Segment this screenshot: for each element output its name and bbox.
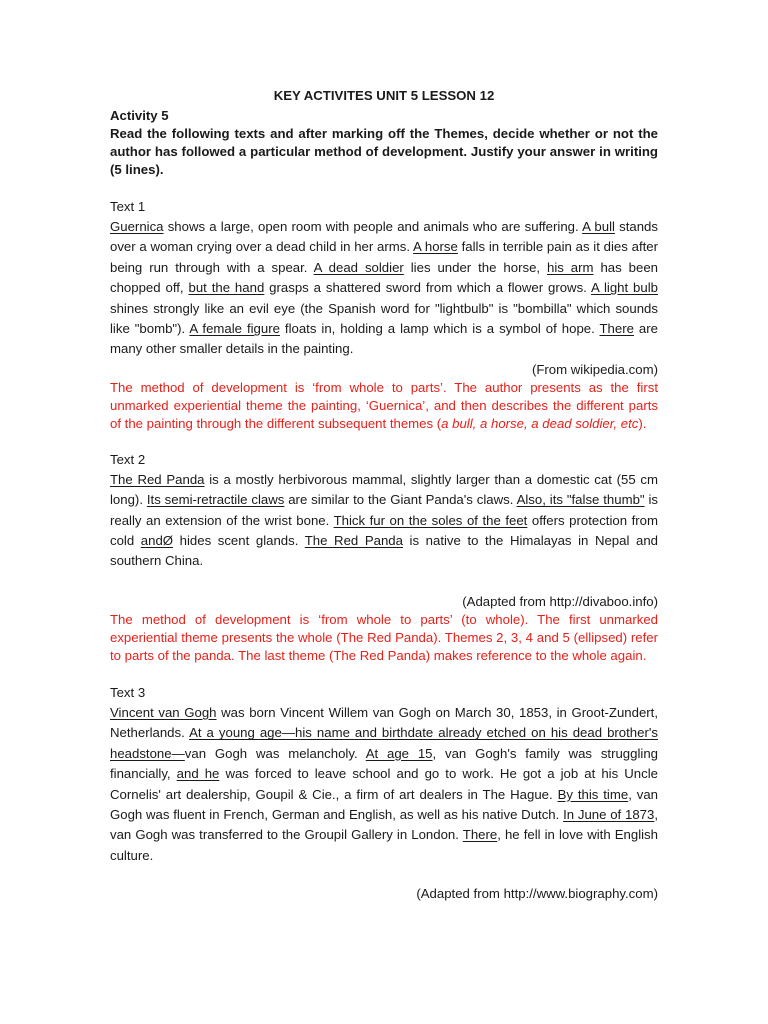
theme-underline: A horse bbox=[413, 239, 458, 255]
theme-underline: Guernica bbox=[110, 219, 164, 234]
text1-section bbox=[110, 197, 658, 433]
theme-underline: A female figure bbox=[189, 321, 280, 337]
theme-underline: At a young age—his name and birthdate already etched on his dead brother's headstone— bbox=[110, 725, 658, 761]
theme-underline: At age 15 bbox=[365, 745, 433, 761]
theme-underline: Thick fur on the soles of the feet bbox=[333, 512, 528, 528]
theme-underline: but the hand bbox=[188, 280, 265, 296]
text-run: stands over a woman crying over a dead child in her arms. bbox=[110, 219, 658, 255]
text2-body bbox=[110, 470, 658, 572]
theme-underline: There bbox=[599, 321, 634, 337]
text-run: was born Vincent Willem van Gogh on March 30, 1853, in Groot-Zundert, Netherlands. bbox=[110, 704, 658, 741]
text-run: The method of development is ‘from whole to parts’. The author presents as the first unmarked experiential theme the painting, ‘Guernica’, and then describes the different parts of the painting through the different subsequent themes ( bbox=[110, 379, 658, 431]
text1-label: Text 1 bbox=[110, 199, 146, 214]
text2-section bbox=[110, 450, 658, 665]
text-run: hides scent glands. bbox=[173, 533, 305, 549]
text-run: , he fell in love with English culture. bbox=[110, 827, 658, 863]
text1-source: (From wikipedia.com) bbox=[531, 361, 658, 377]
text-run: shows a large, open room with people and animals who are suffering. bbox=[163, 219, 583, 234]
text-run: , van Gogh's family was struggling financially, bbox=[110, 745, 658, 782]
theme-underline: A bull bbox=[582, 219, 615, 234]
instructions: Read the following texts and after marking off the Themes, decide whether or not the author has followed a particular method of development. Justify your answer in writing (5 lines). bbox=[110, 126, 658, 177]
theme-underline: The Red Panda bbox=[110, 471, 205, 487]
text3-label: Text 3 bbox=[110, 684, 146, 700]
text-run: are similar to the Giant Panda's claws. bbox=[284, 492, 517, 508]
text-run: falls in terrible pain as it dies after being run through with a spear. bbox=[110, 239, 659, 275]
theme-underline: Vincent van Gogh bbox=[110, 704, 217, 720]
theme-underline: Also, its "false thumb" bbox=[516, 492, 645, 508]
text-run: lies under the horse, bbox=[403, 259, 547, 275]
text-run: ). bbox=[638, 415, 647, 431]
text3-body bbox=[110, 703, 658, 866]
text-run: , van Gogh was transferred to the Groupil Gallery in London. bbox=[110, 806, 659, 843]
text-run: are many other smaller details in the painting. bbox=[110, 321, 658, 357]
text2-label: Text 2 bbox=[110, 451, 146, 467]
text-run: is native to the Himalayas in Nepal and southern China. bbox=[110, 533, 658, 569]
theme-underline: and he bbox=[176, 766, 220, 782]
text-run: floats in, holding a lamp which is a symbol of hope. bbox=[279, 321, 600, 337]
text2-source: (Adapted from http://divaboo.info) bbox=[462, 593, 658, 609]
theme-underline: There bbox=[462, 827, 498, 843]
theme-underline: Its semi-retractile claws bbox=[146, 492, 285, 508]
text3-section bbox=[110, 683, 658, 903]
text-run: was forced to leave school and go to work. He got a job at his Uncle Cornelis' art dealership, Goupil & Cie., a firm of art dealers in The Hague. bbox=[110, 766, 658, 802]
text-run: is a mostly herbivorous mammal, slightly larger than a domestic cat (55 cm long). bbox=[110, 471, 658, 508]
theme-underline: his arm bbox=[547, 259, 594, 275]
italic-text: a bull, a horse, a dead soldier, etc bbox=[441, 415, 639, 431]
theme-underline: andØ bbox=[140, 533, 174, 549]
theme-underline: The Red Panda bbox=[304, 533, 403, 549]
text-run: offers protection from cold bbox=[110, 512, 658, 549]
text1-body bbox=[110, 217, 658, 360]
theme-underline: By this time bbox=[557, 786, 629, 802]
text2-answer bbox=[110, 611, 658, 665]
text-run: grasps a shattered sword from which a flower grows. bbox=[264, 280, 592, 296]
text-run: The method of development is ‘from whole to parts’ (to whole). The first unmarked experiential theme presents the whole (The Red Panda). Themes 2, 3, 4 and 5 (ellipsed) refer to parts of the panda. The last theme (The Red Panda) makes reference to the whole again. bbox=[110, 611, 658, 663]
theme-underline: In June of 1873 bbox=[563, 806, 655, 822]
theme-underline: A light bulb bbox=[591, 280, 658, 296]
theme-underline: A dead soldier bbox=[313, 259, 404, 275]
activity-heading: Activity 5 bbox=[110, 108, 169, 123]
text-run: is really an extension of the wrist bone. bbox=[110, 492, 658, 528]
page-title: KEY ACTIVITES UNIT 5 LESSON 12 bbox=[273, 88, 495, 103]
text-run: , van Gogh was fluent in French, German and English, as well as his native Dutch. bbox=[110, 786, 659, 822]
text-run: van Gogh was melancholy. bbox=[184, 745, 366, 761]
text-run: shines strongly like an evil eye (the Spanish word for "lightbulb" is "bombilla" which sounds like "bomb"). bbox=[110, 300, 658, 337]
text3-source: (Adapted from http://www.biography.com) bbox=[416, 886, 658, 902]
text1-answer bbox=[110, 379, 658, 433]
text-run: has been chopped off, bbox=[110, 259, 658, 296]
